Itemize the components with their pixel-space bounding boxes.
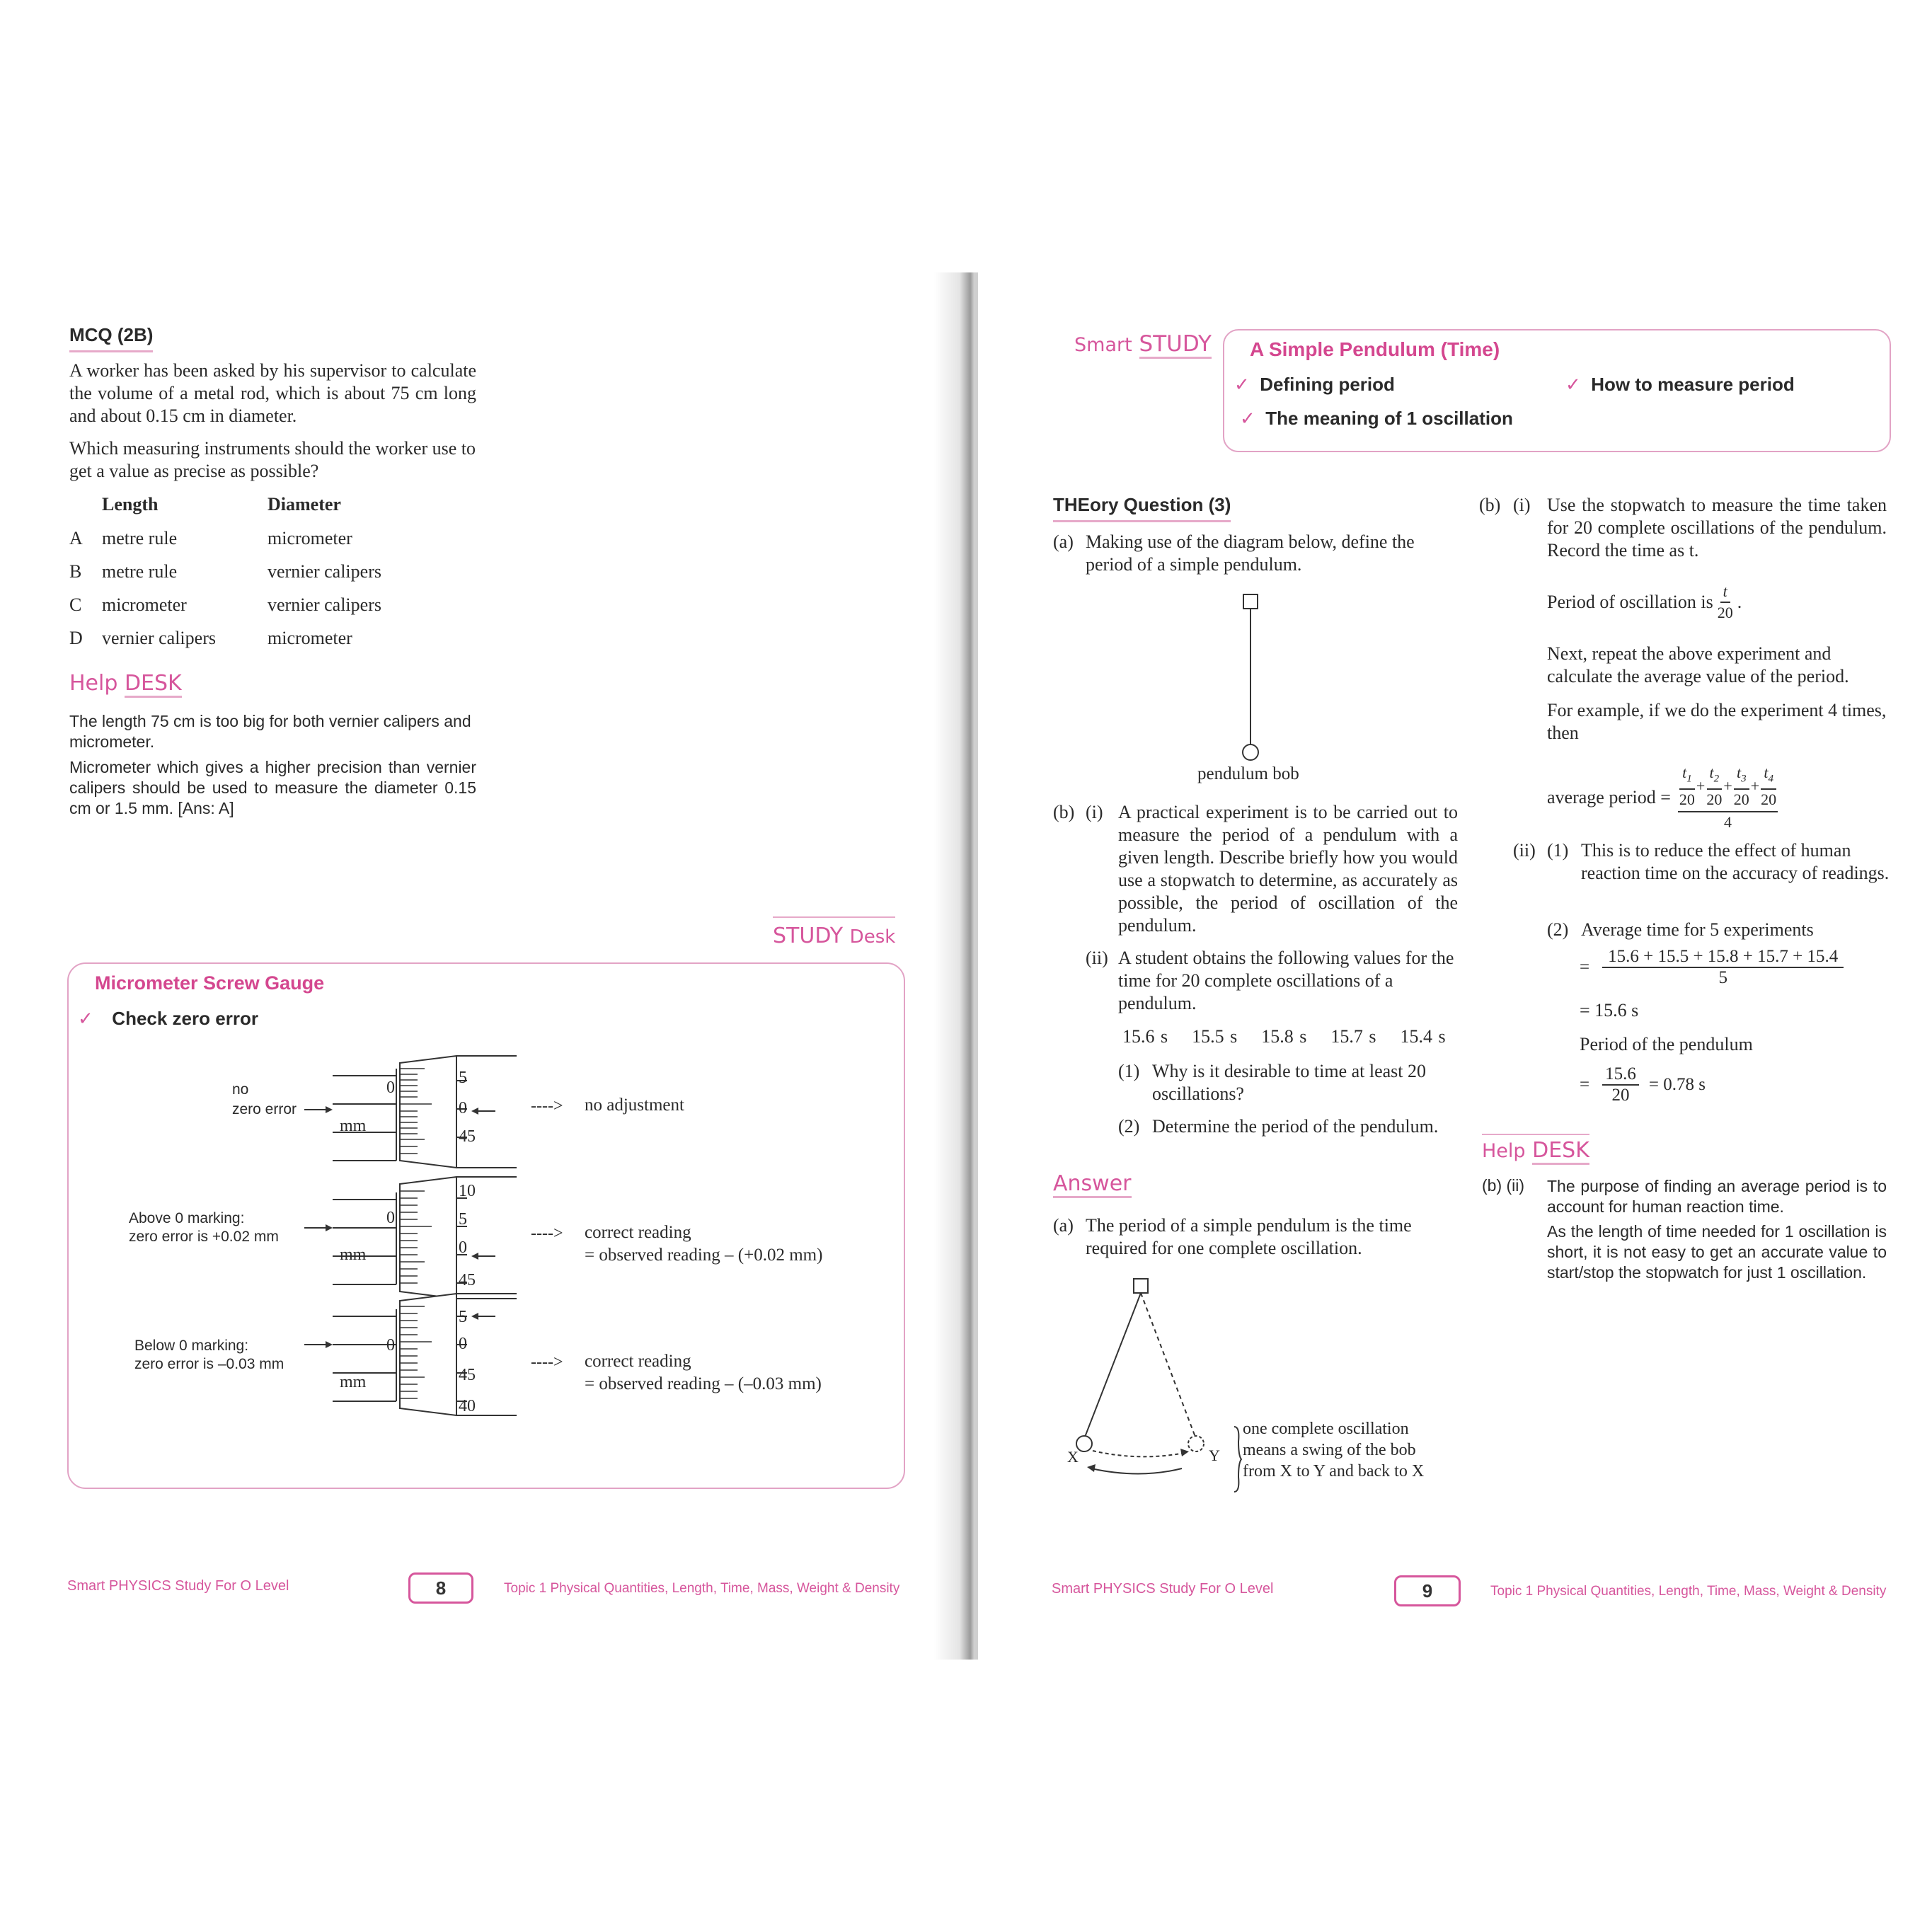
gauge2-zero: 0	[386, 1209, 395, 1227]
option-letter: C	[69, 594, 82, 615]
question-prompt: Which measuring instruments should the worker use to get a value as precise as possible?	[69, 438, 476, 481]
fraction-denominator: 20	[1717, 604, 1733, 621]
gauge3-zero: 0	[386, 1336, 395, 1355]
gauge1-tick: 5	[459, 1069, 467, 1087]
help-text-1: The length 75 cm is too big for both vernier calipers and micrometer.	[69, 712, 471, 751]
gauge2-label-1: Above 0 marking:	[129, 1210, 245, 1226]
help-text-2: As the length of time needed for 1 oscillation is short, it is not easy to get an accurate value to start/stop the stopwatch for just 1 oscillation.	[1547, 1222, 1887, 1282]
qbii-text: A student obtains the following values for the time for 20 complete oscillations of a pendulum.	[1118, 948, 1454, 1013]
options-table	[69, 494, 466, 661]
term-fraction	[1761, 763, 1776, 810]
option-row[interactable]	[69, 594, 466, 628]
gauge-below-zero	[304, 1294, 517, 1415]
gauge1-mm: mm	[340, 1117, 367, 1135]
plus-sign: +	[1750, 777, 1760, 795]
arrow-text: ---->	[531, 1353, 563, 1372]
period-pendulum-label: Period of the pendulum	[1580, 1034, 1753, 1054]
footer-topic: Topic 1 Physical Quantities, Length, Time, Mass, Weight & Density	[1490, 1584, 1887, 1599]
term: $t_1$	[1679, 763, 1695, 790]
desk-word: Desk	[849, 926, 896, 948]
final-denominator: 20	[1611, 1086, 1630, 1105]
term-fraction	[1706, 763, 1722, 810]
gauge3-result-2: = observed reading – (–0.03 mm)	[585, 1374, 822, 1393]
period-fraction	[1718, 582, 1733, 623]
check-icon: ✓	[1240, 408, 1255, 429]
topic-item-label: Defining period	[1260, 374, 1395, 395]
final-numerator: 15.6	[1602, 1064, 1639, 1086]
final-formula	[1580, 1064, 1706, 1105]
qa-label: (a)	[1053, 531, 1074, 552]
term-den: 20	[1679, 790, 1695, 809]
page-edge	[974, 272, 978, 1660]
time-value: 15.6 s	[1122, 1026, 1168, 1047]
gauge2-tick: 5	[459, 1210, 467, 1229]
osc-note-line: means a swing of the bob	[1243, 1441, 1416, 1459]
gauge3-label-2: zero error is –0.03 mm	[134, 1356, 284, 1372]
times-list	[1122, 1026, 1446, 1047]
qbii-label: (ii)	[1086, 948, 1108, 968]
option-diameter: vernier calipers	[268, 561, 381, 582]
gauge1-label-2: zero error	[232, 1101, 297, 1117]
ans1-text: This is to reduce the effect of human reaction time on the accuracy of readings.	[1581, 840, 1890, 883]
average-formula	[1547, 763, 1778, 832]
option-letter: D	[69, 628, 83, 648]
options-header	[69, 494, 466, 528]
oscillation-diagram	[1062, 1270, 1246, 1504]
gauge-no-error	[304, 1056, 517, 1168]
help-ref-label: (b) (ii)	[1482, 1176, 1525, 1195]
period-formula	[1547, 582, 1742, 623]
gauge1-tick: 45	[459, 1127, 476, 1146]
pendulum-diagram	[1231, 591, 1274, 768]
qa-text: Making use of the diagram below, define the period of a simple pendulum.	[1086, 531, 1415, 575]
final-result: = 0.78 s	[1648, 1075, 1706, 1094]
oscillation-note	[1243, 1418, 1424, 1482]
time-value: 15.5 s	[1192, 1026, 1238, 1047]
gauge1-tick: 0	[459, 1099, 467, 1117]
desk-word: DESK	[1532, 1138, 1589, 1165]
gauge1-zero: 0	[386, 1079, 395, 1097]
micrometer-title: Micrometer Screw Gauge	[95, 972, 325, 994]
study-word: STUDY	[773, 924, 844, 948]
col-diameter: Diameter	[268, 494, 341, 514]
help-word: Help	[1482, 1140, 1526, 1162]
q2-label: (2)	[1118, 1116, 1140, 1137]
gauge2-label-2: zero error is +0.02 mm	[129, 1229, 279, 1245]
term-den: 20	[1733, 790, 1749, 809]
qbi-label: (i)	[1086, 802, 1103, 822]
option-row[interactable]	[69, 528, 466, 561]
example-text: For example, if we do the experiment 4 times, then	[1547, 700, 1887, 743]
osc-y-label: Y	[1209, 1447, 1220, 1464]
smart-word: Smart	[1074, 334, 1132, 356]
sum-fraction	[1602, 947, 1844, 988]
footer-book-title: Smart PHYSICS Study For O Level	[1052, 1581, 1274, 1597]
term-den: 20	[1706, 790, 1723, 809]
ans-bi-label: (i)	[1513, 495, 1531, 515]
gauge3-tick: 45	[459, 1366, 476, 1384]
topic-item	[1234, 374, 1395, 396]
time-value: 15.4 s	[1400, 1026, 1446, 1047]
option-diameter: vernier calipers	[268, 594, 381, 615]
mcq-title: MCQ (2B)	[69, 324, 153, 352]
arrow-text: ---->	[531, 1224, 563, 1243]
option-length: micrometer	[102, 594, 187, 615]
option-row[interactable]	[69, 628, 466, 661]
gauge3-result-1: correct reading	[585, 1352, 691, 1371]
zero-error-check	[78, 1008, 258, 1030]
check-icon: ✓	[78, 1008, 93, 1029]
term: $t_4$	[1761, 763, 1776, 790]
term-den: 20	[1761, 790, 1777, 809]
help-text-2: Micrometer which gives a higher precision than vernier calipers should be used to measure the diameter 0.15 cm or 1.5 mm. [Ans: A]	[69, 758, 476, 817]
average-label: average period =	[1547, 787, 1671, 808]
ans-a-label: (a)	[1053, 1215, 1074, 1236]
gauge1-label-1: no	[232, 1081, 249, 1098]
time-value: 15.8 s	[1261, 1026, 1307, 1047]
final-fraction	[1602, 1064, 1639, 1105]
ans-bi-text: Use the stopwatch to measure the time taken for 20 complete oscillations of the pendulum. Record the time as t.	[1547, 495, 1887, 560]
osc-note-line: from X to Y and back to X	[1243, 1462, 1425, 1480]
q1-label: (1)	[1118, 1061, 1140, 1081]
period-label: Period of oscillation is	[1547, 592, 1713, 612]
average-result: = 15.6 s	[1580, 1000, 1639, 1020]
smart-study-heading	[1074, 331, 1212, 357]
topic-item-label: The meaning of 1 oscillation	[1265, 408, 1513, 429]
plus-sign: +	[1696, 777, 1706, 795]
gauge-above-zero	[304, 1177, 517, 1299]
check-icon: ✓	[1565, 374, 1581, 395]
gauge2-tick: 45	[459, 1271, 476, 1289]
topic-item	[1240, 408, 1513, 430]
gauge2-tick: 10	[459, 1182, 476, 1200]
option-letter: A	[69, 528, 83, 548]
average-denominator: 4	[1724, 813, 1732, 832]
option-diameter: micrometer	[268, 528, 352, 548]
qbi-text: A practical experiment is to be carried out to measure the period of a pendulum with a given length. Describe briefly how you would use a stopwatch to determine, as accurately as possible, the period of oscillation of the pendulum.	[1118, 802, 1458, 936]
topic-item	[1565, 374, 1795, 396]
sum-formula	[1580, 947, 1848, 988]
gauge3-tick: 40	[459, 1397, 476, 1415]
period-formula-dot: .	[1737, 592, 1742, 612]
help-desk-heading	[69, 671, 182, 696]
gauge3-mm: mm	[340, 1373, 367, 1391]
gauge3-tick: 5	[459, 1308, 467, 1326]
theory-title: THEory Question (3)	[1053, 494, 1231, 522]
page-number: 9	[1394, 1575, 1461, 1606]
study-desk-heading	[773, 916, 895, 948]
next-text: Next, repeat the above experiment and calculate the average value of the period.	[1547, 643, 1849, 686]
osc-x-label: X	[1067, 1448, 1079, 1466]
term-fraction	[1679, 763, 1695, 810]
help-desk-heading	[1482, 1134, 1589, 1163]
topic-title: A Simple Pendulum (Time)	[1250, 338, 1500, 360]
ans-b-label: (b)	[1479, 495, 1501, 515]
pendulum-bob-label: pendulum bob	[1197, 764, 1299, 783]
gauge1-result: no adjustment	[585, 1096, 684, 1115]
topic-item-label: How to measure period	[1591, 374, 1795, 395]
check-icon: ✓	[1234, 374, 1250, 395]
gauge2-result-1: correct reading	[585, 1223, 691, 1242]
option-length: metre rule	[102, 528, 178, 548]
term-fraction	[1734, 763, 1749, 810]
ans2-text: Average time for 5 experiments	[1581, 919, 1814, 940]
col-length: Length	[102, 494, 159, 514]
fraction-numerator: t	[1720, 582, 1730, 603]
ans-ii-label: (ii)	[1513, 840, 1536, 861]
page-number: 8	[408, 1572, 473, 1604]
osc-note-line: one complete oscillation	[1243, 1420, 1409, 1438]
gauge2-mm: mm	[340, 1246, 367, 1264]
gauge2-result-2: = observed reading – (+0.02 mm)	[585, 1246, 823, 1265]
help-text-1: The purpose of finding an average period is to account for human reaction time.	[1547, 1177, 1887, 1216]
arrow-text: ---->	[531, 1097, 563, 1115]
answer-heading: Answer	[1053, 1171, 1132, 1198]
term: $t_3$	[1734, 763, 1749, 790]
sum-numerator: 15.6 + 15.5 + 15.8 + 15.7 + 15.4	[1602, 947, 1844, 968]
equals-sign: =	[1580, 1075, 1590, 1094]
desk-word: DESK	[125, 671, 182, 698]
ans2-label: (2)	[1547, 919, 1569, 940]
option-length: vernier calipers	[102, 628, 216, 648]
option-letter: B	[69, 561, 82, 582]
question-paragraph: A worker has been asked by his supervisor to calculate the volume of a metal rod, which is about 75 cm long and about 0.15 cm in diameter.	[69, 360, 476, 426]
plus-sign: +	[1723, 777, 1732, 795]
time-value: 15.7 s	[1330, 1026, 1376, 1047]
sum-denominator: 5	[1718, 968, 1727, 987]
option-row[interactable]	[69, 561, 466, 594]
average-numerator	[1678, 763, 1778, 812]
gauge2-tick: 0	[459, 1238, 467, 1257]
term: $t_2$	[1707, 763, 1723, 790]
gauge3-tick: 0	[459, 1335, 467, 1353]
footer-book-title: Smart PHYSICS Study For O Level	[67, 1578, 289, 1594]
ans-a-text: The period of a simple pendulum is the time required for one complete oscillation.	[1086, 1215, 1412, 1258]
brace-icon	[1230, 1424, 1244, 1495]
q1-text: Why is it desirable to time at least 20 oscillations?	[1152, 1061, 1427, 1104]
qb-label: (b)	[1053, 802, 1075, 822]
q2-text: Determine the period of the pendulum.	[1152, 1116, 1439, 1137]
footer-topic: Topic 1 Physical Quantities, Length, Time, Mass, Weight & Density	[504, 1581, 900, 1596]
average-fraction	[1678, 763, 1778, 832]
study-word: STUDY	[1139, 331, 1212, 359]
ans1-label: (1)	[1547, 840, 1569, 861]
gauge3-label-1: Below 0 marking:	[134, 1338, 249, 1354]
option-length: metre rule	[102, 561, 178, 582]
help-word: Help	[69, 671, 118, 696]
check-label: Check zero error	[112, 1008, 258, 1029]
equals-sign: =	[1580, 958, 1590, 977]
book-gutter	[934, 272, 977, 1660]
option-diameter: micrometer	[268, 628, 352, 648]
